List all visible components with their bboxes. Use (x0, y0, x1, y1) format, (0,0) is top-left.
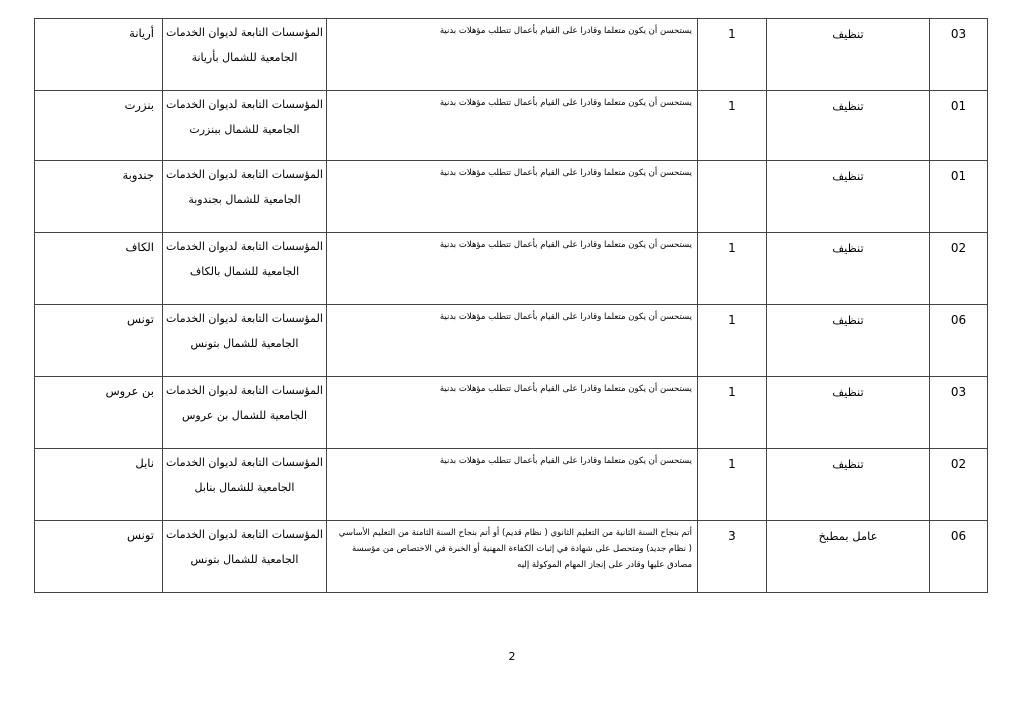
cell-specialty: تنظيف (767, 161, 930, 233)
cell-specialty: تنظيف (767, 449, 930, 521)
cell-count: 1 (698, 305, 767, 377)
cell-city: بن عروس (35, 377, 163, 449)
cell-institution: المؤسسات التابعة لديوان الخدمات الجامعية للشمال ببنزرت (163, 91, 327, 161)
cell-institution: المؤسسات التابعة لديوان الخدمات الجامعية للشمال بنابل (163, 449, 327, 521)
cell-conditions: يستحسن أن يكون متعلما وقادرا على القيام بأعمال تتطلب مؤهلات بدنية (327, 305, 698, 377)
cell-city: نابل (35, 449, 163, 521)
cell-number: 02 (930, 449, 988, 521)
cell-city: بنزرت (35, 91, 163, 161)
cell-institution: المؤسسات التابعة لديوان الخدمات الجامعية للشمال بن عروس (163, 377, 327, 449)
table-row (35, 377, 988, 449)
cell-number: 03 (930, 19, 988, 91)
cell-city: أريانة (35, 19, 163, 91)
table-row (35, 233, 988, 305)
cell-city: تونس (35, 305, 163, 377)
cell-conditions: أتم بنجاح السنة الثانية من التعليم الثانوي ( نظام قديم) أو أتم بنجاح السنة الثامنة من التعليم الأساسي ( نظام جديد) ومتحصل على شهادة في إثبات الكفاءة المهنية أو الخبرة في الاختصاص من مؤسسة مصادق عليها وقادر على إنجاز المهام الموكولة إليه (327, 521, 698, 593)
cell-conditions: يستحسن أن يكون متعلما وقادرا على القيام بأعمال تتطلب مؤهلات بدنية (327, 161, 698, 233)
table-row (35, 19, 988, 91)
cell-count (698, 161, 767, 233)
recruitment-table (34, 18, 988, 593)
cell-conditions: يستحسن أن يكون متعلما وقادرا على القيام بأعمال تتطلب مؤهلات بدنية (327, 449, 698, 521)
cell-conditions: يستحسن أن يكون متعلما وقادرا على القيام بأعمال تتطلب مؤهلات بدنية (327, 91, 698, 161)
table-row (35, 305, 988, 377)
cell-specialty: تنظيف (767, 377, 930, 449)
cell-count: 1 (698, 377, 767, 449)
table-row (35, 91, 988, 161)
cell-conditions: يستحسن أن يكون متعلما وقادرا على القيام بأعمال تتطلب مؤهلات بدنية (327, 377, 698, 449)
cell-specialty: تنظيف (767, 233, 930, 305)
cell-specialty: تنظيف (767, 19, 930, 91)
cell-specialty: تنظيف (767, 305, 930, 377)
cell-count: 1 (698, 19, 767, 91)
cell-institution: المؤسسات التابعة لديوان الخدمات الجامعية للشمال بجندوبة (163, 161, 327, 233)
cell-number: 01 (930, 91, 988, 161)
cell-count: 1 (698, 449, 767, 521)
cell-number: 06 (930, 305, 988, 377)
table-row (35, 449, 988, 521)
table-row (35, 521, 988, 593)
cell-specialty: عامل بمطبخ (767, 521, 930, 593)
cell-institution: المؤسسات التابعة لديوان الخدمات الجامعية للشمال بتونس (163, 305, 327, 377)
cell-institution: المؤسسات التابعة لديوان الخدمات الجامعية للشمال بالكاف (163, 233, 327, 305)
cell-number: 03 (930, 377, 988, 449)
cell-city: جندوبة (35, 161, 163, 233)
cell-count: 3 (698, 521, 767, 593)
cell-count: 1 (698, 91, 767, 161)
cell-conditions: يستحسن أن يكون متعلما وقادرا على القيام بأعمال تتطلب مؤهلات بدنية (327, 233, 698, 305)
cell-city: الكاف (35, 233, 163, 305)
table-row (35, 161, 988, 233)
cell-conditions: يستحسن أن يكون متعلما وقادرا على القيام بأعمال تتطلب مؤهلات بدنية (327, 19, 698, 91)
cell-specialty: تنظيف (767, 91, 930, 161)
cell-number: 02 (930, 233, 988, 305)
page-number: 2 (508, 650, 516, 663)
cell-city: تونس (35, 521, 163, 593)
cell-number: 01 (930, 161, 988, 233)
cell-count: 1 (698, 233, 767, 305)
cell-number: 06 (930, 521, 988, 593)
cell-institution: المؤسسات التابعة لديوان الخدمات الجامعية للشمال بأريانة (163, 19, 327, 91)
cell-institution: المؤسسات التابعة لديوان الخدمات الجامعية للشمال بتونس (163, 521, 327, 593)
